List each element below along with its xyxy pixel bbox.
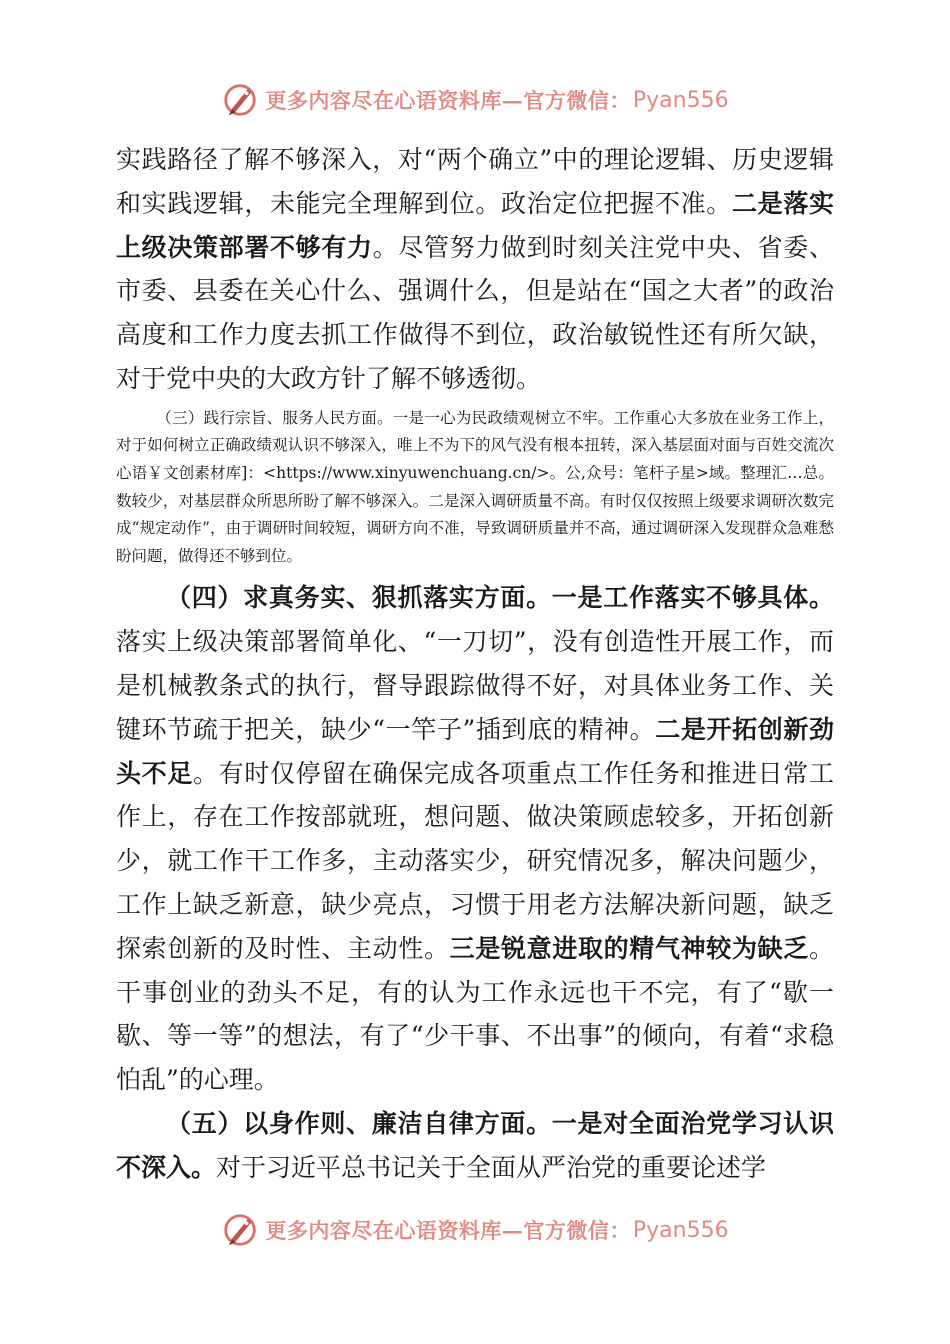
paragraph-text: 。尽管努力做到时刻关注党中央、省委、市委、县委在关心什么、强调什么，但是站在“国之大者”的政治高度和工作力度去抓工作做得不到位，政治敏锐性还有所欠缺，对于党中央的大政方针了解不够透彻。 [116, 232, 834, 393]
paragraph-political-position [116, 138, 834, 401]
bold-heading: （五）以身作则、廉洁自律方面。一是对全面治党学习认识不深入。 [116, 1108, 834, 1182]
paragraph-text: 。有时仅停留在确保完成各项重点工作任务和推进日常工作上，存在工作按部就班，想问题、做决策顾虑较多，开拓创新少，就工作干工作多，主动落实少，研究情况多，解决问题少，工作上缺乏新意，缺少亮点，习惯于用老方法解决新问题，缺乏探索创新的及时性、主动性。 [116, 758, 834, 963]
paragraph-text: 。干事创业的劲头不足，有的认为工作永远也干不完，有了“歇一歇、等一等”的想法，有了“少干事、不出事”的倾向，有着“求稳怕乱”的心理。 [116, 933, 834, 1095]
footer-banner-text: 更多内容尽在心语资料库—官方微信： [265, 1218, 631, 1243]
header-banner-text: 更多内容尽在心语资料库—官方微信： [265, 88, 631, 113]
paragraph-self-discipline [116, 1102, 834, 1190]
paragraph-text: 对于习近平总书记关于全面从严治党的重要论述学 [216, 1152, 767, 1182]
paragraph-text: 落实上级决策部署简单化、“一刀切”，没有创造性开展工作，而是机械教条式的执行，督导跟踪做得不好，对具体业务工作、关键环节疏于把关，缺少“一竿子”插到底的精神。 [116, 627, 834, 744]
bold-heading: 二是开拓创新劲头不足 [116, 714, 834, 788]
pen-logo-icon [221, 1211, 259, 1249]
pen-logo-icon [221, 81, 259, 119]
document-body [116, 138, 834, 1190]
header-banner [0, 75, 950, 125]
bold-heading: 二是落实上级决策部署不够有力 [116, 188, 834, 262]
paragraph-pragmatic-work [116, 576, 834, 1102]
footer-wechat-id: Pyan556 [632, 1217, 729, 1243]
header-wechat-id: Pyan556 [632, 87, 729, 113]
bold-heading: 三是锐意进取的精气神较为缺乏 [449, 933, 809, 963]
bold-heading: （四）求真务实、狠抓落实方面。一是工作落实不够具体。 [166, 583, 834, 613]
footer-banner [0, 1205, 950, 1255]
paragraph-text: 实践路径了解不够深入，对“两个确立”中的理论逻辑、历史逻辑和实践逻辑，未能完全理解到位。政治定位把握不准。 [116, 145, 834, 218]
paragraph-serve-people: （三）践行宗旨、服务人民方面。一是一心为民政绩观树立不牢。工作重心大多放在业务工作上，对于如何树立正确政绩观认识不够深入，唯上不为下的风气没有根本扭转，深入基层面对面与百姓交流次心语￥文创素材库]：<https://www.xinyuwenchuang.cn/>。公,众号：笔杆子星>域。整理汇…总。数较少，对基层群众所思所盼了解不够深入。二是深入调研质量不高。有时仅仅按照上级要求调研次数完成“规定动作”，由于调研时间较短，调研方向不准，导致调研质量并不高，通过调研深入发现群众急难愁盼问题，做得还不够到位。 [116, 408, 834, 565]
